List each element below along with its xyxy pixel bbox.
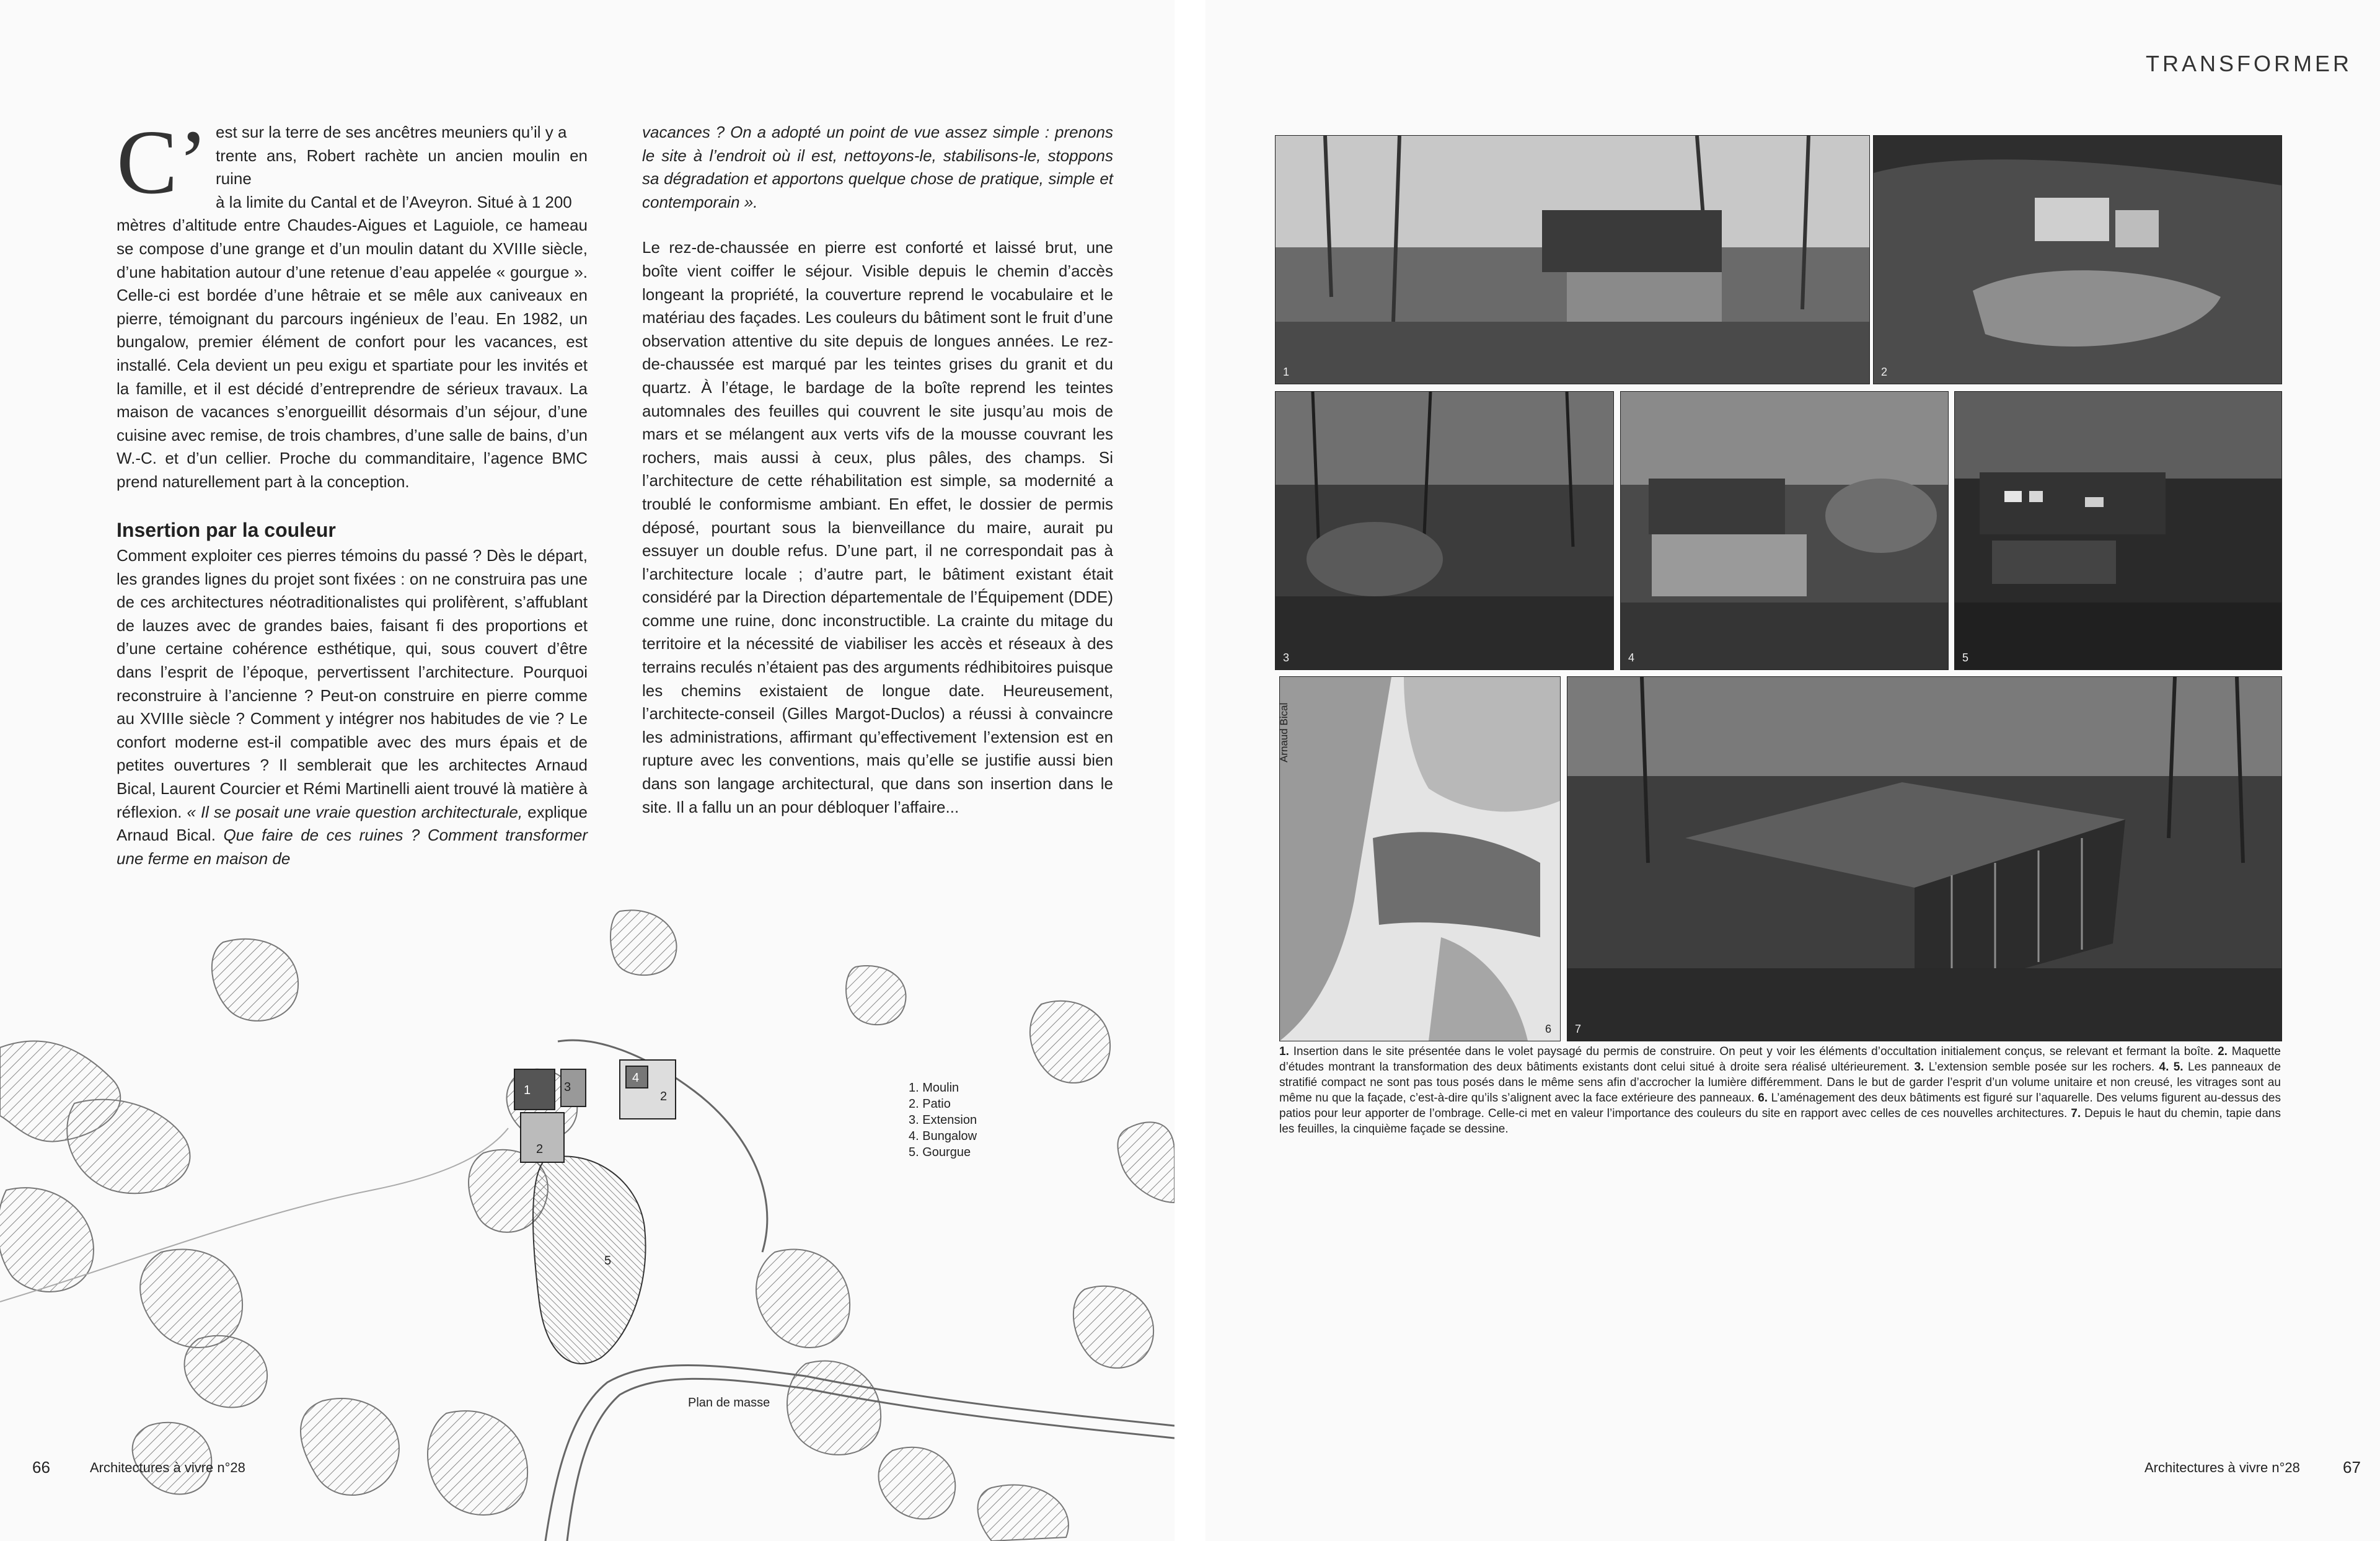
photo-number: 7 <box>1575 1023 1582 1035</box>
caption-number: 1. <box>1279 1045 1289 1058</box>
caption-text: Depuis le haut du chemin, tapie dans les feuilles, la cinquième façade se dessine. <box>1279 1107 2281 1136</box>
quote-continued: Que faire de ces ruines ? Comment transformer une ferme en maison de <box>117 826 588 868</box>
photo-number: 1 <box>1283 366 1290 378</box>
caption-text: Maquette d’études montrant la transformation des deux bâtiments existants dont celui situé à droite sera réalisé ultérieurement. <box>1279 1045 2281 1074</box>
section-header: TRANSFORMER <box>2146 51 2352 76</box>
photo-1-image <box>1276 136 1869 384</box>
photo-credit-text: Arnaud Bical <box>1278 702 1290 762</box>
photo-4-image <box>1621 392 1948 669</box>
left-page <box>0 0 1175 1541</box>
pond-gourgue <box>533 1157 646 1364</box>
map-mark-1: 1 <box>524 1084 531 1097</box>
dropcap: C’ <box>117 112 208 213</box>
text-column-1 <box>117 112 588 870</box>
running-title-left: Architectures à vivre n°28 <box>90 1460 245 1475</box>
site-plan-map <box>0 868 1175 1541</box>
map-legend <box>909 1080 977 1160</box>
paragraph-1: mètres d’altitude entre Chaudes-Aigues et Laguiole, ce hameau se compose d’une grange et d’un moulin datant du XVIIIe siècle, d’une habitation autour d’une retenue d’eau appelée « gourgue ». Celle-ci est bordée d’une hêtraie et se mêle aux caniveaux en pierre, témoignant du parcours ingénieux de l’eau. En 1982, un bungalow, premier élément de confort pour les vacances, est installé. Cela devient un peu exigu et spartiate pour les invités et la famille, et il est décidé d’entreprendre de sérieux travaux. La maison de vacances s’enorgueillit désormais d’un séjour, d’une cuisine avec remise, de trois chambres, d’une salle de bains, d’un W.-C. et d’un cellier. Proche du commanditaire, l’agence BMC prend naturellement part à la conception. <box>117 216 588 491</box>
photo-3-image <box>1276 392 1613 669</box>
photo-5-image <box>1955 392 2281 669</box>
photo-5 <box>1954 391 2282 670</box>
photo-number: 4 <box>1628 651 1635 664</box>
photo-number: 2 <box>1881 366 1888 378</box>
photo-credit <box>1278 682 1297 762</box>
legend-item: 2. Patio <box>909 1097 951 1111</box>
page-number-right: 67 <box>2343 1458 2361 1477</box>
map-mark-2: 2 <box>536 1142 544 1156</box>
intro-line: est sur la terre de ses ancêtres meuniers qu’il y a <box>216 123 567 141</box>
photo-7-image <box>1567 677 2281 1041</box>
photo-number: 5 <box>1962 651 1969 664</box>
photo-1 <box>1275 135 1870 384</box>
paragraph-3: Le rez-de-chaussée en pierre est conforté et laissé brut, une boîte vient coiffer le séjour. Visible depuis le chemin d’accès longeant la propriété, la couverture reprend le vocabulaire et le matériau des façades. Les couleurs du bâtiment sont le fruit d’une observation attentive du site depuis de longues années. Le rez-de-chaussée est marqué par les teintes grises du granit et du quartz. À l’étage, le bardage de la boîte reprend les teintes automnales des feuilles qui couvrent le site jusqu’au mois de mars et se mélangent aux verts vifs de la mousse couvrant les rochers, mais aussi à ceux, plus pâles, des champs. Si l’architecture de cette réhabilitation est simple, sa modernité a troublé le conformisme ambiant. En effet, le dossier de permis déposé, pourtant sous la bienveillance du maire, aurait pu essuyer un double refus. D’une part, il ne correspondait pas à l’architecture locale ; d’autre part, le bâtiment existant était considéré par la Direction départementale de l’Équipement (DDE) comme une ruine, donc inconstructible. La crainte du mitage du territoire et la nécessité de viabiliser les accès et réseaux à des terrains reculés n’étaient pas des arguments rédhibitoires puisque les chemins existaient de longue date. Heureusement, l’architecte-conseil (Gilles Margot-Duclos) a réussi à convaincre les administrations, affirmant qu’effectivement l’extension est en rupture avec les conventions, mais qu’elle se justifie aussi bien dans son langage architectural, que dans son insertion dans le site. Il a fallu un an pour débloquer l’affaire... <box>642 238 1113 816</box>
paragraph-2 <box>117 544 588 870</box>
map-mark-5: 5 <box>604 1254 612 1268</box>
quote-end: vacances ? On a adopté un point de vue assez simple : prenons le site à l’endroit où il est, nettoyons-le, stabilisons-le, stoppons sa dégradation et apportons quelque chose de pratique, simple et contemporain ». <box>642 123 1113 211</box>
photo-4 <box>1620 391 1949 670</box>
text-column-2 <box>642 121 1113 819</box>
photo-7 <box>1567 676 2282 1041</box>
legend-item: 4. Bungalow <box>909 1129 977 1143</box>
caption-number: 4. 5. <box>2159 1061 2184 1074</box>
map-mark-4: 4 <box>632 1071 640 1085</box>
photo-caption <box>1279 1044 2281 1137</box>
caption-text: Les panneaux de stratifié compact ne sont pas tous posés dans le même sens afin d’accrocher la lumière différemment. Dans le but de garder l’esprit d’un volume unitaire et non creusé, les vitrages sont au même nu que la façade, c’est-à-dire qu’ils s’alignent avec la face extérieure des panneaux. <box>1279 1061 2281 1105</box>
photo-6-watercolor <box>1279 676 1561 1041</box>
legend-item: 5. Gourgue <box>909 1146 971 1159</box>
caption-text: L’extension semble posée sur les rochers. <box>1924 1061 2159 1074</box>
subheading: Insertion par la couleur <box>117 518 336 541</box>
photo-number: 6 <box>1545 1023 1551 1035</box>
photo-number: 3 <box>1283 651 1290 664</box>
photo-2 <box>1873 135 2282 384</box>
legend-item: 3. Extension <box>909 1113 977 1127</box>
plan-label: Plan de masse <box>688 1396 770 1410</box>
page-number-left: 66 <box>32 1458 50 1477</box>
caption-number: 7. <box>2071 1107 2081 1120</box>
quote-attribution: explique Arnaud Bical. <box>117 802 588 845</box>
photo-3 <box>1275 391 1614 670</box>
caption-number: 6. <box>1758 1092 1768 1105</box>
running-title-right: Architectures à vivre n°28 <box>2144 1460 2300 1475</box>
quote-start: « Il se posait une vraie question architecturale, <box>187 802 523 821</box>
map-mark-3: 3 <box>564 1080 571 1094</box>
gutter <box>1175 0 1205 1541</box>
legend-item: 1. Moulin <box>909 1081 959 1095</box>
caption-text: L’aménagement des deux bâtiments est figuré sur l’aquarelle. Des velums figurent au-dessus des patios pour leur apporter de l’ombrage. Celle-ci met en valeur l’importance des couleurs du site en rapport avec celles de ces nouvelles architectures. <box>1279 1092 2281 1120</box>
photo-2-image <box>1874 136 2281 384</box>
photo-6-image <box>1280 677 1560 1041</box>
paragraph-2-text: Comment exploiter ces pierres témoins du passé ? Dès le départ, les grandes lignes du projet sont fixées : on ne construira pas une de ces architectures néotraditionalistes qui prolifèrent, s’affublant de lauzes avec de grandes baies, faisant fi des proportions et d’une certaine cohérence esthétique, qui, sous couvert d’être dans l’esprit de l’époque, pervertissent l’architecture. Pourquoi reconstruire à l’ancienne ? Peut-on construire en pierre comme au XVIIIe siècle ? Comment y intégrer nos habitudes de vie ? Le confort moderne est-il compatible avec des murs épais et de petites ouvertures ? Il semblerait que les architectes Arnaud Bical, Laurent Courcier et Rémi Martinelli aient trouvé là matière à réflexion. <box>117 546 588 821</box>
caption-text: Insertion dans le site présentée dans le volet paysagé du permis de construire. On peut y voir les éléments d’occultation initialement conçus, se relevant et fermant la boîte. <box>1289 1045 2218 1058</box>
caption-number: 3. <box>1914 1061 1924 1074</box>
map-mark-2b: 2 <box>660 1090 668 1103</box>
intro-line: trente ans, Robert rachète un ancien moulin en ruine <box>216 146 588 188</box>
intro-line: à la limite du Cantal et de l’Aveyron. Situé à 1 200 <box>216 192 572 211</box>
caption-number: 2. <box>2218 1045 2228 1058</box>
